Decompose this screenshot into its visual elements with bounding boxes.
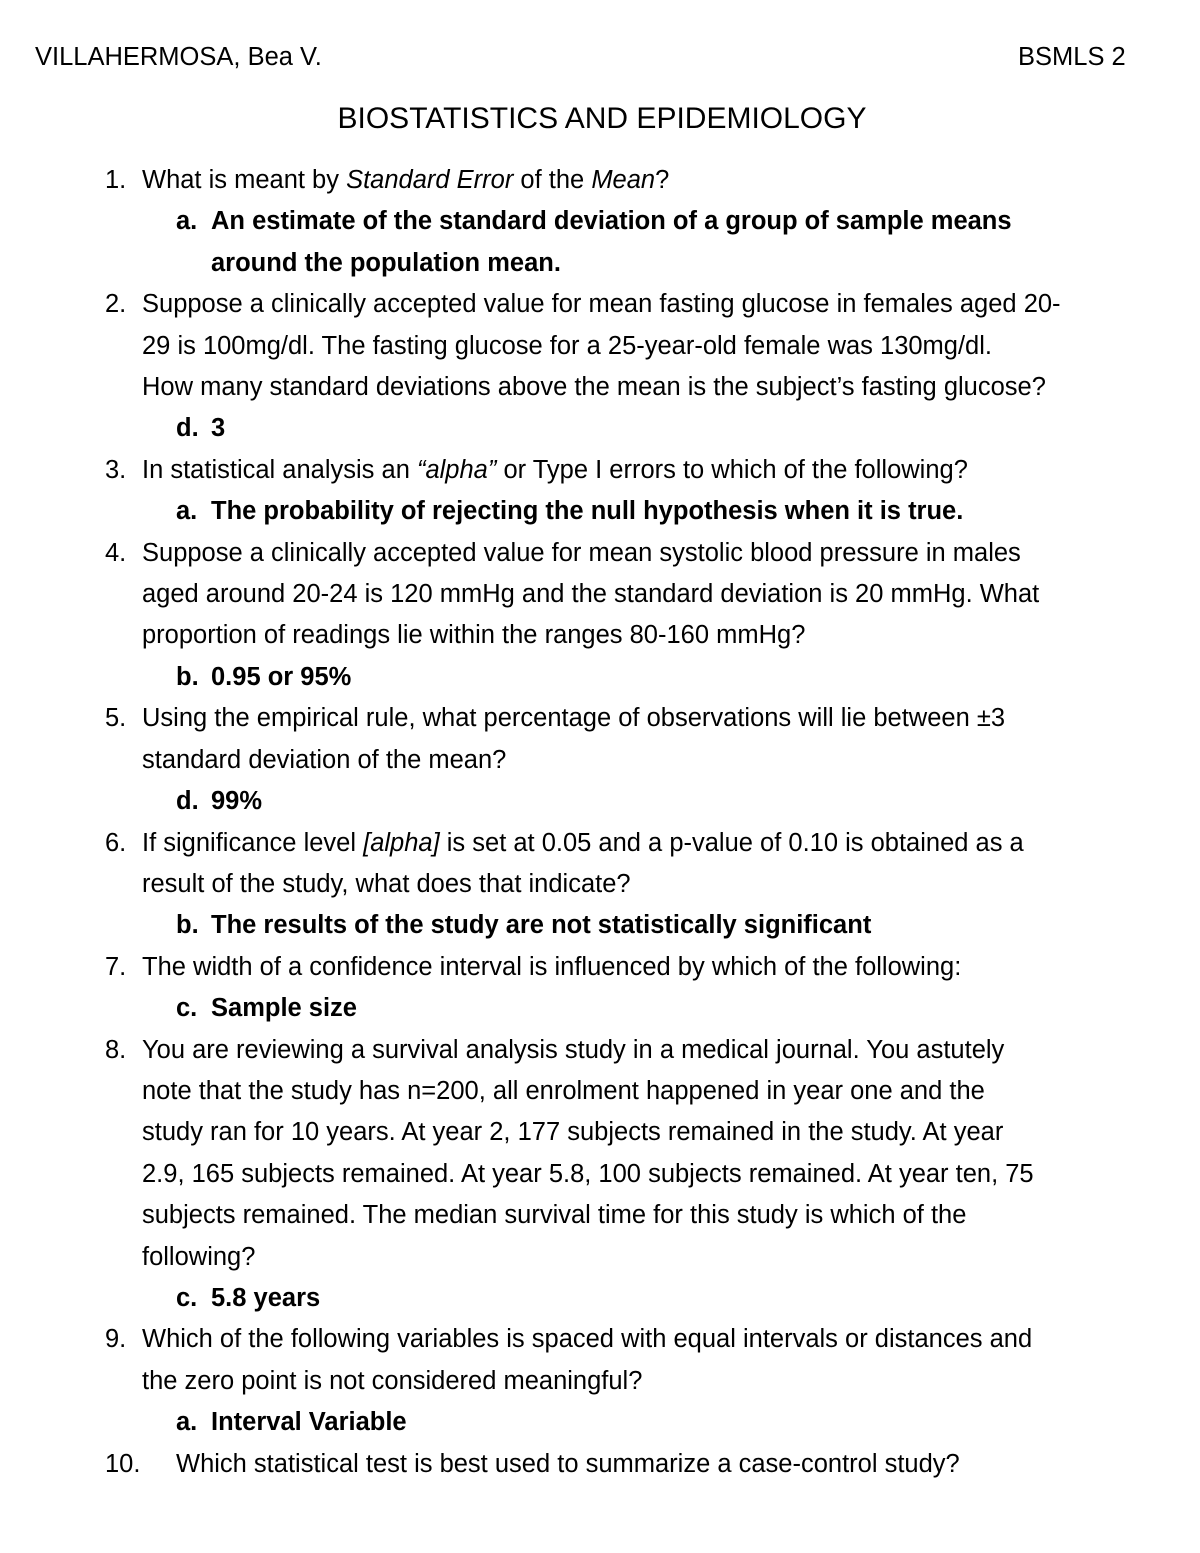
text-segment: is set at 0.05 and a p-value of 0.10 is obtained as a [439,828,1024,857]
question-list [0,160,1200,1485]
question-number: 9. [105,1325,127,1354]
answer-letter: a. [176,1408,198,1437]
question-text-line [142,450,1170,491]
answer-letter: a. [176,207,198,236]
answer-item [0,657,1200,698]
answer-text-line: 5.8 years [211,1283,321,1312]
question-text-line: study ran for 10 years. At year 2, 177 subjects remained in the study. At year [142,1118,1004,1147]
question-text-line: The width of a confidence interval is influenced by which of the following: [142,952,962,981]
question-text-line: Suppose a clinically accepted value for mean fasting glucose in females aged 20- [142,290,1061,319]
answer-letter: d. [176,414,199,443]
question-number: 1. [105,166,127,194]
text-segment: In statistical analysis an [142,455,417,484]
question-text-line: 2.9, 165 subjects remained. At year 5.8, 100 subjects remained. At year ten, 75 [142,1159,1034,1188]
answer-text-line: 99% [211,787,263,816]
question-item [0,1030,1200,1278]
question-text-line: How many standard deviations above the mean is the subject’s fasting glucose? [142,373,1046,402]
question-text-line: Using the empirical rule, what percentage of observations will lie between ±3 [142,704,1006,733]
answer-item [0,905,1200,946]
question-item [0,823,1200,906]
question-number: 8. [105,1035,127,1064]
emphasized-term: Standard Error [346,166,514,194]
answer-item [0,491,1200,532]
question-item [0,533,1200,657]
answer-letter: c. [176,1283,198,1312]
question-item [0,1319,1200,1402]
text-segment: ? [655,166,670,194]
question-number: 4. [105,538,127,567]
emphasized-term: [alpha] [363,828,440,857]
question-text-line: 29 is 100mg/dl. The fasting glucose for a 25-year-old female was 130mg/dl. [142,331,992,360]
text-segment: of the [513,166,592,194]
question-text-line: standard deviation of the mean? [142,745,507,774]
question-text-line: proportion of readings lie within the ranges 80-160 mmHg? [142,621,806,650]
answer-letter: b. [176,911,199,940]
question-text-line [142,160,1170,201]
question-item [0,1444,1200,1485]
question-text-line: Which statistical test is best used to summarize a case-control study? [176,1449,960,1478]
text-segment: or Type I errors to which of the following? [496,455,968,484]
answer-text-line: Interval Variable [211,1408,407,1437]
answer-text-line: The results of the study are not statistically significant [211,911,872,940]
answer-letter: c. [176,994,198,1023]
question-text-line: note that the study has n=200, all enrolment happened in year one and the [142,1076,985,1105]
question-text-line: result of the study, what does that indicate? [142,869,631,898]
answer-item [0,1278,1200,1319]
question-number: 5. [105,704,127,733]
question-item [0,450,1200,491]
student-name: VILLAHERMOSA, Bea V. [35,43,322,71]
answer-text-line: 3 [211,414,226,443]
question-text-line: the zero point is not considered meaningful? [142,1366,643,1395]
question-text-line: Which of the following variables is spaced with equal intervals or distances and [142,1325,1033,1354]
text-segment: If significance level [142,828,364,857]
answer-item [0,1402,1200,1443]
emphasized-term: “alpha” [416,455,497,484]
question-item [0,698,1200,781]
answer-text-line: The probability of rejecting the null hypothesis when it is true. [211,497,964,526]
question-text-line: subjects remained. The median survival time for this study is which of the [142,1201,967,1230]
answer-item [0,201,1200,284]
answer-text-line: Sample size [211,994,357,1023]
text-segment: What is meant by [142,166,347,194]
answer-text-line: around the population mean. [211,248,561,277]
question-text-line: You are reviewing a survival analysis study in a medical journal. You astutely [142,1035,1005,1064]
question-number: 6. [105,828,127,857]
answer-letter: d. [176,787,199,816]
answer-letter: a. [176,497,198,526]
question-number: 3. [105,455,127,484]
answer-item [0,781,1200,822]
question-text-line [142,823,1170,864]
question-number: 10. [105,1449,141,1478]
answer-text-line: An estimate of the standard deviation of a group of sample means [211,207,1012,236]
question-text-line: aged around 20-24 is 120 mmHg and the standard deviation is 20 mmHg. What [142,580,1040,609]
answer-letter: b. [176,662,199,691]
course-code: BSMLS 2 [1018,43,1126,71]
answer-item [0,408,1200,449]
question-item [0,947,1200,988]
question-item [0,284,1200,408]
question-number: 7. [105,952,127,981]
question-number: 2. [105,290,127,319]
question-text-line: Suppose a clinically accepted value for mean systolic blood pressure in males [142,538,1021,567]
page-title: BIOSTATISTICS AND EPIDEMIOLOGY [337,102,867,135]
answer-text-line: 0.95 or 95% [211,662,352,691]
question-item [0,160,1200,201]
question-text-line: following? [142,1242,256,1271]
answer-item [0,988,1200,1029]
emphasized-term: Mean [591,166,656,194]
